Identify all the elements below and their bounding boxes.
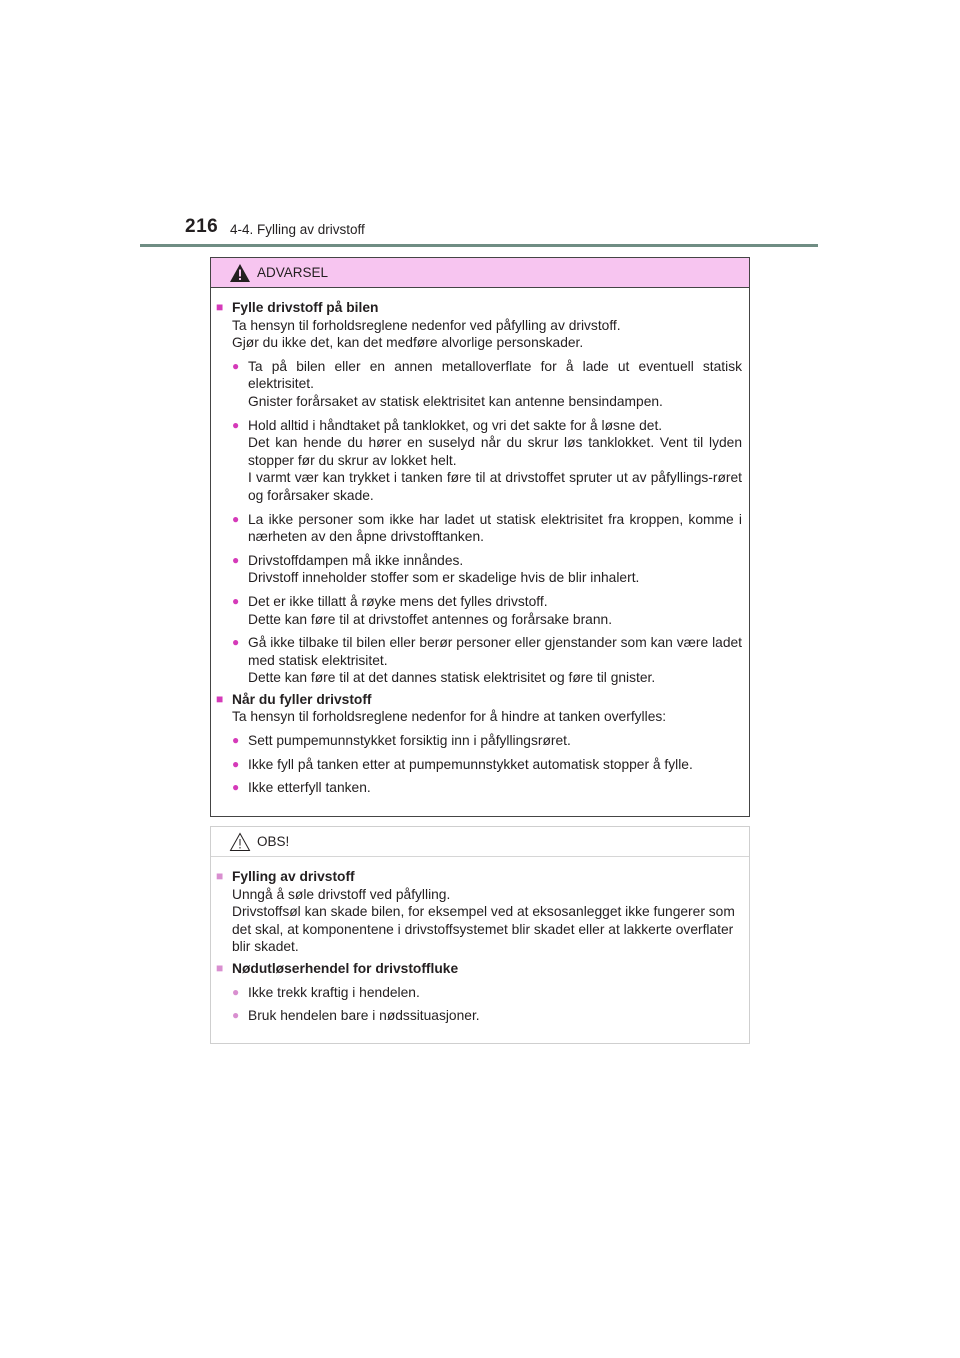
list-item: [216, 593, 742, 628]
text-line: ● Drivstoffdampen må ikke innåndes.: [248, 552, 464, 568]
list-item: ● Sett pumpemunnstykket forsiktig inn i påfyllingsrøret.: [216, 732, 742, 750]
text-line: ● Ta på bilen eller en annen metalloverflate for å lade ut eventuell statisk elektrisitet.: [248, 358, 742, 392]
warning-triangle-outline-icon: [229, 832, 251, 852]
list-item: [216, 358, 742, 411]
text-line: Gjør du ikke det, kan det medføre alvorlige personskader.: [232, 335, 584, 351]
text-line: Unngå å søle drivstoff ved påfylling.: [232, 886, 451, 902]
list-item: ● Bruk hendelen bare i nødssituasjoner.: [216, 1007, 742, 1025]
notice-box: [210, 826, 750, 1044]
text-line: Drivstoff inneholder stoffer som er skadelige hvis de blir inhalert.: [248, 570, 640, 586]
list-item: [216, 634, 742, 687]
section-title: 4-4. Fylling av drivstoff: [230, 222, 365, 237]
page-header: [185, 216, 825, 244]
notice-title: OBS!: [257, 834, 290, 849]
text-line: I varmt vær kan trykket i tanken føre til at drivstoffet spruter ut av påfyllings-røret og forårsaker skade.: [248, 470, 742, 503]
list-item: [216, 417, 742, 505]
page-number: 216: [185, 216, 219, 237]
text-line: Det kan hende du hører en suselyd når du skrur løs tanklokket. Vent til lyden stopper før du skrur av lokket helt.: [248, 435, 742, 468]
list-item: ● Ikke fyll på tanken etter at pumpemunnstykket automatisk stopper å fylle.: [216, 756, 742, 774]
text-line: ● La ikke personer som ikke har ladet ut statisk elektrisitet fra kroppen, komme i nærheten av den åpne drivstofftanken.: [248, 511, 742, 545]
text-line: Dette kan føre til at drivstoffet antennes og forårsake brann.: [248, 611, 613, 627]
text-line: ● Det er ikke tillatt å røyke mens det fylles drivstoff.: [248, 593, 548, 609]
section-heading: ■ Fylle drivstoff på bilen: [216, 299, 742, 317]
text-line: ● Hold alltid i håndtaket på tanklokket, og vri det sakte for å løsne det.: [248, 417, 663, 433]
warning-box: [210, 257, 750, 817]
list-item: ● Ikke etterfyll tanken.: [216, 779, 742, 797]
warning-body: [211, 288, 749, 797]
notice-header: [211, 827, 749, 857]
paragraph: [216, 317, 742, 352]
section-heading: ■ Fylling av drivstoff: [216, 868, 742, 886]
text-line: Gnister forårsaket av statisk elektrisitet kan antenne bensindampen.: [248, 393, 663, 409]
list-item: ● Ikke trekk kraftig i hendelen.: [216, 984, 742, 1002]
text-line: Dette kan føre til at det dannes statisk elektrisitet og føre til gnister.: [248, 670, 656, 686]
list-item: [216, 511, 742, 546]
warning-header: [211, 258, 749, 288]
paragraph: [216, 886, 742, 956]
text-line: Ta hensyn til forholdsreglene nedenfor ved påfylling av drivstoff.: [232, 317, 621, 333]
list-item: [216, 552, 742, 587]
header-rule: [140, 244, 818, 247]
section-heading: ■ Når du fyller drivstoff: [216, 691, 742, 709]
text-line: Drivstoffsøl kan skade bilen, for eksempel ved at eksosanlegget ikke fungerer som det skal, at komponentene i drivstoffsystemet blir skadet eller at lakkerte overflater blir skadet.: [232, 904, 735, 955]
warning-title: ADVARSEL: [257, 265, 329, 280]
text-line: ● Gå ikke tilbake til bilen eller berør personer eller gjenstander som kan være ladet med statisk elektrisitet.: [248, 635, 742, 668]
paragraph: Ta hensyn til forholdsreglene nedenfor for å hindre at tanken overfylles:: [232, 709, 667, 725]
section-heading: ■ Nødutløserhendel for drivstoffluke: [216, 960, 742, 978]
warning-triangle-filled-icon: [229, 263, 251, 283]
notice-body: [211, 857, 749, 1025]
